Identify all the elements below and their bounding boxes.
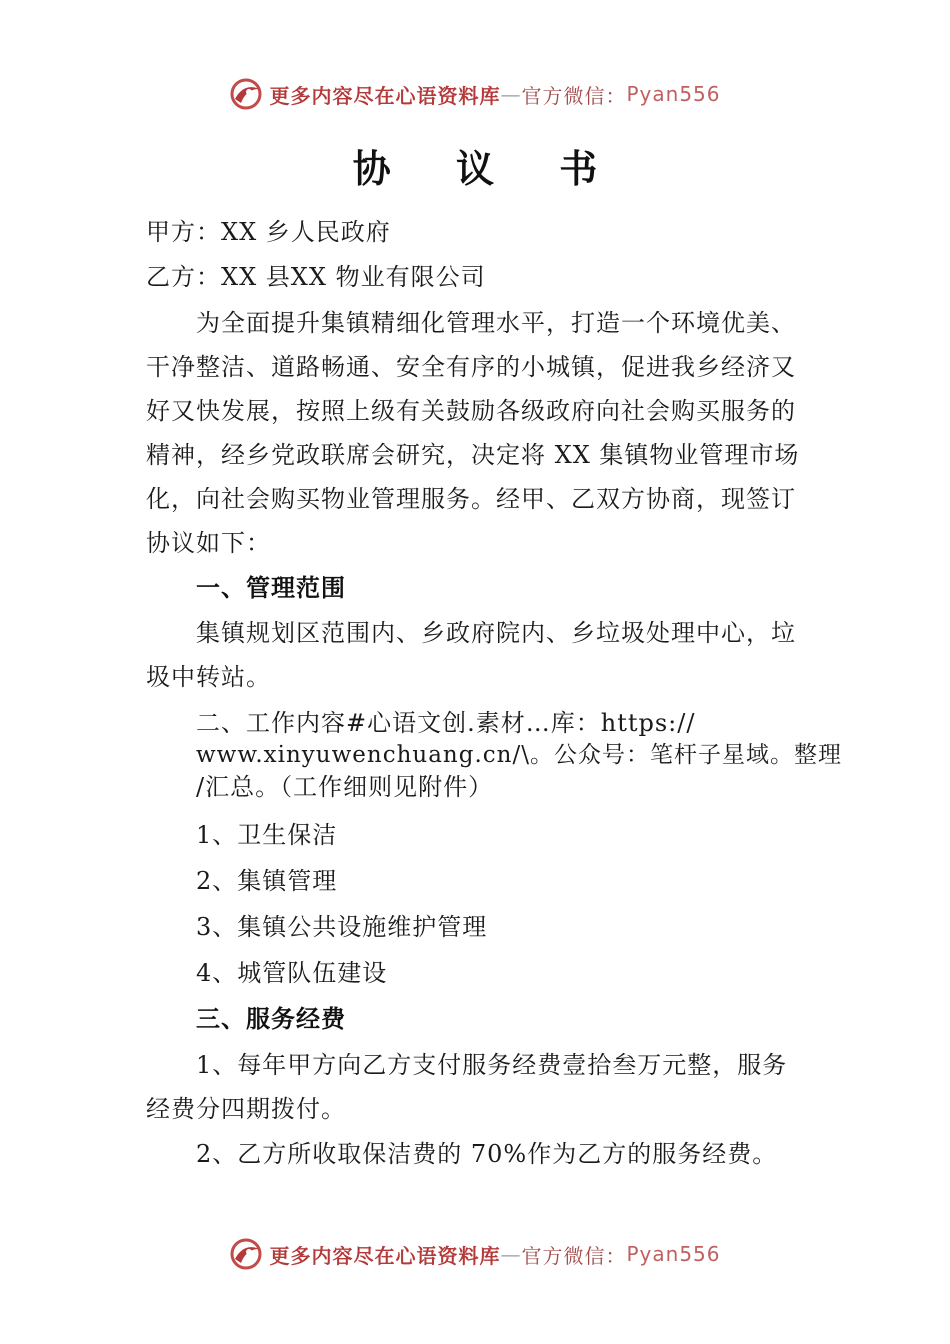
list-item: 2、集镇管理 (196, 867, 338, 895)
section2-line: /汇总。（工作细则见附件） (196, 773, 494, 801)
list-item: 3、集镇公共设施维护管理 (196, 913, 488, 941)
intro-line: 为全面提升集镇精细化管理水平，打造一个环境优美、 (196, 309, 796, 337)
watermark-logo-icon (229, 1237, 263, 1271)
watermark-text: 更多内容尽在心语资料库 (269, 1243, 501, 1268)
intro-line: 干净整洁、道路畅通、安全有序的小城镇，促进我乡经济又 (146, 353, 796, 381)
list-item: 1、卫生保洁 (196, 821, 338, 849)
document-title: 协 议 书 (352, 147, 624, 191)
section3-item-line: 经费分四期拨付。 (146, 1095, 346, 1123)
watermark-logo-icon (229, 77, 263, 111)
watermark-wechat-label: 官方微信： (521, 83, 627, 108)
watermark-separator: — (500, 82, 522, 106)
watermark-banner-top (0, 72, 950, 116)
party-a: 甲方：XX 乡人民政府 (146, 218, 391, 246)
intro-line: 协议如下： (146, 529, 271, 557)
intro-line: 精神，经乡党政联席会研究，决定将 XX 集镇物业管理市场 (146, 441, 800, 469)
watermark-text: 更多内容尽在心语资料库 (269, 83, 501, 108)
section-body-line: 集镇规划区范围内、乡政府院内、乡垃圾处理中心，垃 (196, 619, 796, 647)
watermark-wechat-label: 官方微信： (521, 1243, 627, 1268)
section2-line: 二、工作内容#心语文创.素材…库：https:// (196, 709, 696, 737)
watermark-banner-bottom (0, 1232, 950, 1276)
party-b: 乙方：XX 县XX 物业有限公司 (146, 263, 486, 291)
list-item: 4、城管队伍建设 (196, 959, 388, 987)
watermark-wechat-id: Pyan556 (626, 1242, 721, 1266)
watermark-wechat-id: Pyan556 (626, 82, 721, 106)
intro-line: 化，向社会购买物业管理服务。经甲、乙双方协商，现签订 (146, 485, 796, 513)
watermark-separator: — (500, 1242, 522, 1266)
section3-item-line: 1、每年甲方向乙方支付服务经费壹拾叁万元整，服务 (196, 1051, 788, 1079)
section-body-line: 圾中转站。 (146, 663, 271, 691)
section2-line: www.xinyuwenchuang.cn/\。公众号：笔杆子星域。整理 (196, 742, 842, 768)
section-heading: 三、服务经费 (196, 1005, 346, 1033)
intro-line: 好又快发展，按照上级有关鼓励各级政府向社会购买服务的 (146, 397, 796, 425)
section-heading: 一、管理范围 (196, 574, 346, 602)
section3-item-line: 2、乙方所收取保洁费的 70%作为乙方的服务经费。 (196, 1140, 778, 1168)
